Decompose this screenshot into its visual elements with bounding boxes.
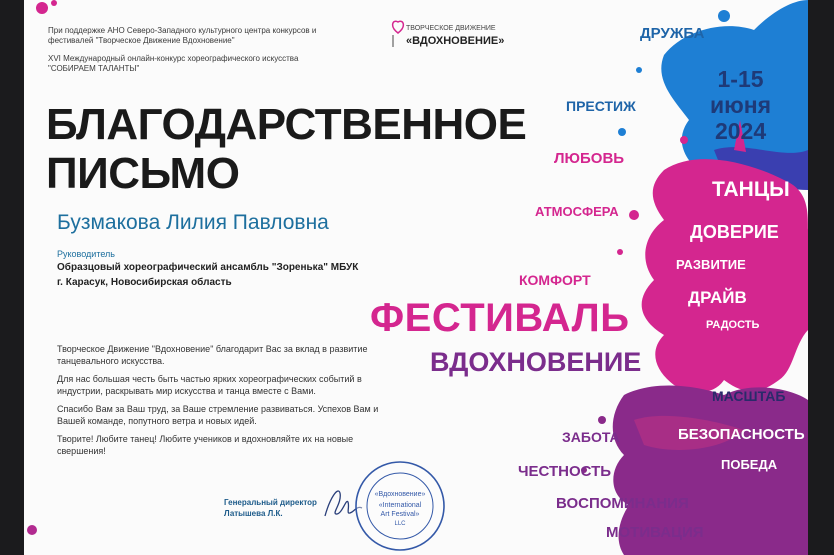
word-draiv: ДРАЙВ <box>688 288 747 307</box>
document-title <box>46 100 526 198</box>
word-druzhba: ДРУЖБА <box>640 25 705 42</box>
logo-subtitle: ТВОРЧЕСКОЕ ДВИЖЕНИЕ <box>406 25 496 32</box>
director-title: Генеральный директор <box>224 498 317 507</box>
event-dates <box>710 66 771 144</box>
contest-text: XVI Международный онлайн-конкурс хореографического искусства "СОБИРАЕМ ТАЛАНТЫ" <box>48 54 299 73</box>
body-paragraph-3: Спасибо Вам за Ваш труд, за Ваше стремление развиваться. Успехов Вам и Вашей команде, попутного ветра и новых идей. <box>57 404 379 426</box>
recipient-role: Руководитель <box>57 249 115 259</box>
festival-subheading: ВДОХНОВЕНИЕ <box>430 347 642 377</box>
word-doverie: ДОВЕРИЕ <box>690 222 779 242</box>
word-radost: РАДОСТЬ <box>706 319 760 331</box>
word-razvitie: РАЗВИТИЕ <box>676 257 746 272</box>
logo-title: «ВДОХНОВЕНИЕ» <box>406 35 505 47</box>
recipient-name: Бузмакова Лилия Павловна <box>57 211 329 234</box>
word-chestnost: ЧЕСТНОСТЬ <box>518 463 612 480</box>
word-zabota: ЗАБОТА <box>562 429 620 445</box>
word-bezopasnost: БЕЗОПАСНОСТЬ <box>678 426 805 443</box>
letter-body <box>57 343 397 463</box>
company-stamp <box>354 460 446 552</box>
support-text: При поддержке АНО Северо-Западного культурного центра конкурсов и фестивалей "Творческое Движение Вдохновение" <box>48 26 317 45</box>
word-lyubov: ЛЮБОВЬ <box>554 150 625 167</box>
certificate-page <box>24 0 808 555</box>
word-atmosfera: АТМОСФЕРА <box>535 204 619 219</box>
title-line-1: БЛАГОДАРСТВЕННОЕ <box>46 100 527 149</box>
body-paragraph-4: Творите! Любите танец! Любите учеников и вдохновляйте их на новые свершения! <box>57 434 354 456</box>
date-range: 1-15 <box>717 66 764 92</box>
recipient-city: г. Карасук, Новосибирская область <box>57 277 232 288</box>
director-name: Латышева Л.К. <box>224 509 283 518</box>
word-motivatsiya: МОТИВАЦИЯ <box>606 524 704 541</box>
body-paragraph-1: Творческое Движение "Вдохновение" благодарит Вас за вклад в развитие танцевального искусства. <box>57 344 368 366</box>
title-line-2: ПИСЬМО <box>46 149 240 198</box>
date-year: 2024 <box>714 118 767 144</box>
word-komfort: КОМФОРТ <box>519 272 591 288</box>
stamp-line-1: «Вдохновение» <box>374 491 426 498</box>
word-masshtab: МАСШТАБ <box>712 388 786 404</box>
body-paragraph-2: Для нас большая честь быть частью ярких хореографических событий в индустрии, раскрывать мир искусства и танца вместе с Вами. <box>57 374 362 396</box>
stamp-line-2: «International <box>378 502 422 509</box>
word-vospominaniya: ВОСПОМИНАНИЯ <box>556 495 689 512</box>
word-tantsy: ТАНЦЫ <box>712 178 790 201</box>
stamp-line-4: LLC <box>394 521 406 527</box>
word-prestizh: ПРЕСТИЖ <box>566 98 636 114</box>
heart-logo-icon <box>391 20 405 48</box>
recipient-organization: Образцовый хореографический ансамбль "Зоренька" МБУК <box>57 262 359 273</box>
date-month: июня <box>710 92 772 118</box>
festival-heading: ФЕСТИВАЛЬ <box>370 296 630 340</box>
word-pobeda: ПОБЕДА <box>721 457 778 472</box>
stamp-line-3: Art Festival» <box>380 511 420 518</box>
director-block <box>224 497 334 519</box>
